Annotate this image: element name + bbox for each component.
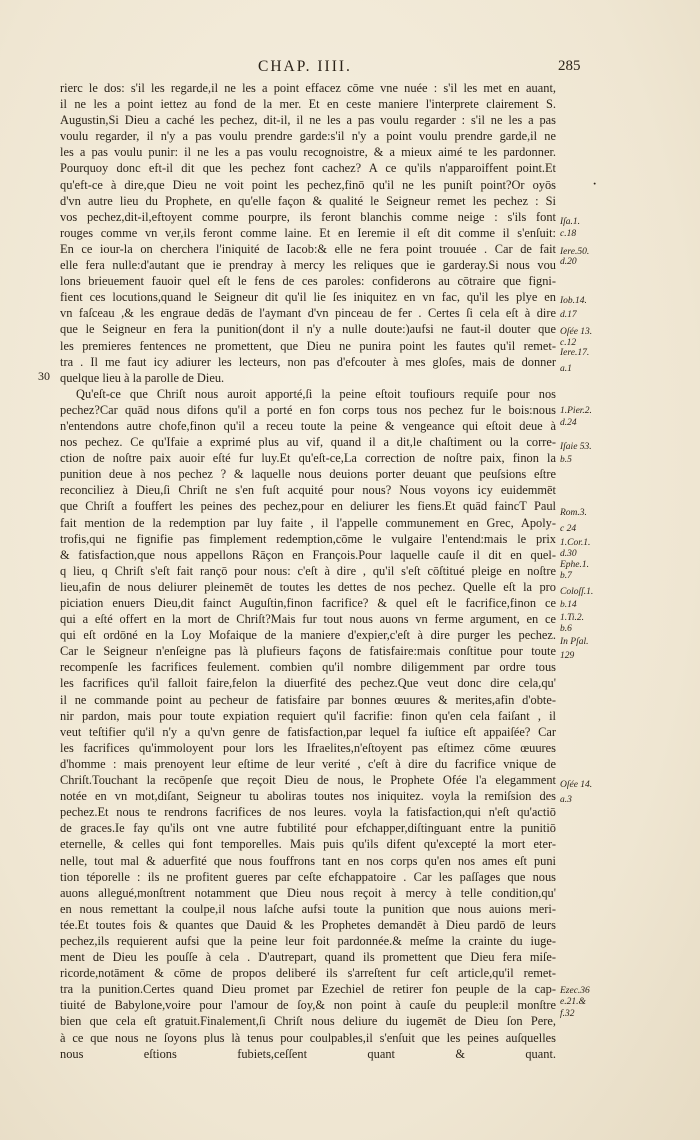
- margin-note: Ephe.1.: [560, 560, 590, 570]
- text-line: voulu regarder, il n'y a pas voulu prendre garde:s'il n'y a point voulu prendre garde,il ne: [60, 129, 556, 144]
- text-line: & fatisfaction,que nous appellons Rāçon en François.Pour laquelle cauſe il dit en quel-: [60, 547, 556, 562]
- text-line: à ce que nous ne ſoyons plus là tenus pour coulpables,il s'enſuit que les peines auſquelles: [60, 1030, 556, 1045]
- text-line: reconciliez à Dieu,ſi Chriſt ne s'en fuſt acquité pour nous? Nous voyons icy euidemmēt: [60, 483, 556, 498]
- text-line: nir pardon, mais pour toute expiation requiert qu'il facrifie: finon qu'en cela faiſant , il: [60, 708, 556, 723]
- chapter-title: CHAP. IIII.: [258, 58, 352, 75]
- margin-note: e.21.&: [560, 997, 586, 1007]
- text-line: Car le Seigneur n'enſeigne pas là plufieurs façons de fatisfaire:mais conſtitue pour toute: [60, 644, 556, 659]
- text-line: d'vn autre lieu du Prophete, en qu'elle façon & qualité le Seigneur remet les pechez : Si: [60, 193, 556, 208]
- margin-note: Coloſſ.1.: [560, 587, 594, 597]
- margin-note: d.30: [560, 549, 577, 559]
- text-line: trofis,qui ne fignifie pas fimplement redemption,cōme le vulgaire l'entend:mais le prix: [60, 531, 556, 546]
- text-line: il ne commande point au pecheur de fatisfaire par bonnes œuures & merites,afin d'obte-: [60, 692, 556, 707]
- margin-note: f.32: [560, 1009, 575, 1019]
- margin-note: 1.Cor.1.: [560, 538, 591, 548]
- text-line: Pourquoy donc eft-il dit que les pechez font cachez? A ce qu'ils n'apparoiffent point.Et: [60, 161, 556, 176]
- text-line: vn faſceau ,& les engraue dedās de l'aymant d'vn pinceau de fer . Certes ſi cela eſt à dire: [60, 306, 556, 321]
- text-line: rierc le dos: s'il les regarde,il ne les a point effacez cōme vne nuée : s'il les met en auant,: [60, 81, 556, 95]
- margin-note: Ezec.36: [560, 986, 590, 996]
- text-line: tion téporelle : ils ne profitent gueres par ceſte efchappatoire . Car les paſſages que nous: [60, 869, 556, 884]
- text-line: bien que cela eſt gratuit.Finalement,ſi Chriſt nous deliure du iugemēt de Dieu ſon Pere,: [60, 1014, 556, 1029]
- margin-note: 129: [560, 651, 575, 661]
- text-line: Chriſt.Touchant la recōpenſe que reçoit Dieu de nous, le Prophete Ofée l'a elegamment: [60, 773, 556, 788]
- text-line: qui eſt ordōné en la Loy Mofaique de la maniere d'expier,c'eſt à dire purger les pechez.: [60, 628, 556, 643]
- text-line: Augustin,Si Dieu a caché les pechez, dit-il, il ne les a pas voulu regarder : s'il ne les a pas: [60, 113, 556, 128]
- text-line: les facrifices qu'il falloit faire,felon la diuerfité des pechez.Que veut donc dire cela,qu': [60, 676, 556, 691]
- text-line: tra la punition.Certes quand Dieu promet par Ezechiel de retirer fon peuple de la cap-: [60, 982, 556, 997]
- margin-note: c 24: [560, 524, 577, 534]
- text-line: il ne les a point iettez au fond de la mer. Et en ceste maniere l'interprete clairement S.: [60, 97, 556, 112]
- text-line: en nous remettant la coulpe,il nous laſche aufsi toute la punition que nous auions meri-: [60, 901, 556, 916]
- margin-note: Oſée 13.: [560, 327, 593, 337]
- running-header: [0, 58, 700, 80]
- margin-note: d.20: [560, 257, 577, 267]
- text-line: pechez.Et nous te rendrons facrifices de nos leures. voyla la fatisfaction,qui n'eſt qu'actiō: [60, 805, 556, 820]
- text-line: que Chriſt a fouffert les peines des pechez,pour en deliurer les fiens.Et quād faincT Paul: [60, 499, 556, 514]
- margin-note: Rom.3.: [560, 508, 587, 518]
- page-number: 285: [558, 58, 581, 74]
- text-line: les facrifices qu'immoloyent pour lors les Ifraelites,n'eſtoyent pas eſtimez cōme œuures: [60, 740, 556, 755]
- margin-note: d.17: [560, 310, 577, 320]
- text-line: les a pas voulu punir: il ne les a pas voulu recognoistre, & a mieux aimé te les pardonner.: [60, 145, 556, 160]
- text-line: vos pechez,dit-il,eftoyent comme pourpre, ils feront blanchis comme neige : s'ils font: [60, 209, 556, 224]
- body-text: [60, 80, 556, 1078]
- text-line: [60, 1062, 556, 1078]
- margin-note: a.3: [560, 795, 572, 805]
- text-line: tra . Il me faut icy adiurer les lecteurs, non pas d'efcouter à mes gloſes, mais de donner: [60, 354, 556, 369]
- text-line: punition deue à nos pechez ? & laquelle nous deuions porter deuant que peuſsions eſtre: [60, 467, 556, 482]
- paragraph-first-line: Qu'eſt-ce que Chriſt nous auroit apporté,ſi la peine eſtoit toufiours requiſe pour nos: [76, 386, 556, 401]
- text-line: piciation enuers Dieu,dit fainct Auguſtin,finon facrifice? & quel eſt le facrifice,finon ce: [60, 596, 556, 610]
- text-line: pechez,ils requierent aufsi que la peine leur foit pardonnée.& meſme la crainte du iuge-: [60, 933, 556, 948]
- text-line: d'homme : mais prenoyent leur eſtime de leur verité , c'eſt à dire du facrifice vnique de: [60, 756, 556, 771]
- text-line: fait mention de la redemption par luy faite , il l'appelle communement en Grec, Apoly-: [60, 515, 556, 530]
- text-line: n'entendons autre chofe,finon qu'il a receu toute la peine & vengeance qui eſtoit deue à: [60, 418, 556, 433]
- text-line: les premieres fentences ne promettent, que Dieu ne punira point les fautes qu'il remet-: [60, 338, 556, 353]
- text-line: lieu,afin de nous deliurer pleinemēt de toutes les dettes de nos pechez. Quelle eſt la pro: [60, 579, 556, 594]
- text-line: nous eſtions fubiets,ceſſent quant & quant.: [60, 1046, 556, 1061]
- margin-note: In Pſal.: [560, 637, 589, 647]
- text-line: tiuité de Babylone,voire pour l'amour de ſoy,& non point à cauſe du peuple:il monſtre: [60, 998, 556, 1013]
- text-line: ricorde,notāment & cōme de propos deliberé ils s'arreſtent fur ceſt article,qu'il remet-: [60, 966, 556, 981]
- text-line: que le Seigneur en fera la punition(dont il n'y a nulle doute:)aufsi ne faut-il douter que: [60, 322, 556, 337]
- margin-note: Iob.14.: [560, 296, 587, 306]
- text-line: recompenſe les facrifices feulement. combien qu'il nombre diligemment par ordre tous: [60, 660, 556, 675]
- margin-note: Iere.50.: [560, 247, 590, 257]
- margin-note: c.12: [560, 338, 577, 348]
- margin-note: Oſée 14.: [560, 780, 593, 790]
- margin-note: 1.Pier.2.: [560, 406, 592, 416]
- text-line: ction de noſtre paix auoir eſté fur luy.Et qu'eſt-ce,La correction de noſtre paix, finon la: [60, 451, 556, 466]
- text-line: notée en vn mot,diſant, Seigneur tu aboliras toutes nos iniquitez. voyla la remiſsion des: [60, 789, 556, 804]
- margin-note: Iſaie 53.: [560, 442, 592, 452]
- text-line: eternelle, & celles qui font temporelles. Mais puis qu'ils difent qu'excepté la mort eter-: [60, 837, 556, 852]
- text-line: quelque lieu à la parolle de Dieu.: [60, 370, 225, 385]
- text-line: q lieu, q Chriſt s'eſt fait rançō pour nous: c'eſt à dire , qu'il s'eſt cōſtitué pleige en noſtre: [60, 563, 556, 578]
- margin-note: b.14: [560, 600, 577, 610]
- text-line: rouges comme vn ver,ils feront comme laine. Et en Ieremie il eſt dit comme il s'enſuit:: [60, 225, 556, 240]
- margin-note: 1.Ti.2.: [560, 613, 585, 623]
- text-line: de graces.Ie fay qu'ils ont vne autre fubtilité pour efchapper,diſtinguant entre la punitiō: [60, 821, 556, 836]
- margin-note: Iſa.1.: [560, 217, 581, 227]
- text-line: lons brieuement fauoir quel eſt le fens de ces paroles: confiderons au cōtraire que figni-: [60, 274, 556, 289]
- margin-note: a.1: [560, 364, 572, 374]
- text-line: qui a eſté offert en la mort de Chriſt?Mais fur tout nous auons vn ferme argument, en ce: [60, 612, 556, 627]
- margin-note: d.24: [560, 418, 577, 428]
- text-line: elle fera nulle:d'autant que ie prendray à mercy les reliques que ie garderay.Si nous vou: [60, 258, 556, 273]
- margin-note: Iere.17.: [560, 348, 590, 358]
- text-line: nelle, tout mal & aduerfité que nous fouffrons tant en nos corps qu'en nos ames eſt puni: [60, 853, 556, 868]
- printer-mark: ·: [592, 176, 598, 193]
- text-line: fient ces locutions,quand le Seigneur dit qu'il lie ſes iniquitez en vn fac, qu'il les plye en: [60, 290, 556, 305]
- margin-note: b.5: [560, 455, 572, 465]
- text-line: ment de Dieu les pouſſe à cela . D'autrepart, quand ils promettent que Dieu fera miſe-: [60, 950, 556, 965]
- text-line: tée.Et toutes fois & quantes que Dauid & les Prophetes demandēt à Dieu pardō de leurs: [60, 917, 556, 932]
- text-line: nos pechez. Ce qu'Ifaie a exprimé plus au vif, quand il a dit,le chaſtiment ou la corre-: [60, 435, 556, 450]
- line-number: 30: [38, 369, 50, 383]
- margin-note: b.7: [560, 571, 572, 581]
- text-line: En ce iour-la on cherchera l'iniquité de Iacob:& elle ne fera point trouuée . Car de fait: [60, 241, 556, 256]
- text-line: auons allegué,monſtrent notamment que Dieu nous reçoit à mercy à telle condition,qu': [60, 885, 556, 900]
- text-line: qu'eft-ce à dire,que Dieu ne voit point les pechez,finō qu'il ne les puniſt point?Or oyōs: [60, 177, 556, 192]
- margin-note: b.6: [560, 624, 572, 634]
- text-line: veut teſtifier qu'il n'y a qu'vn genre de fatisfaction,par lequel fa iuſtice eſt appaiſée? Car: [60, 724, 556, 739]
- margin-note: c.18: [560, 229, 577, 239]
- text-line: pechez?Car quād nous difons qu'il a porté en fon corps tous nos pechez fur le bois:nous: [60, 402, 556, 417]
